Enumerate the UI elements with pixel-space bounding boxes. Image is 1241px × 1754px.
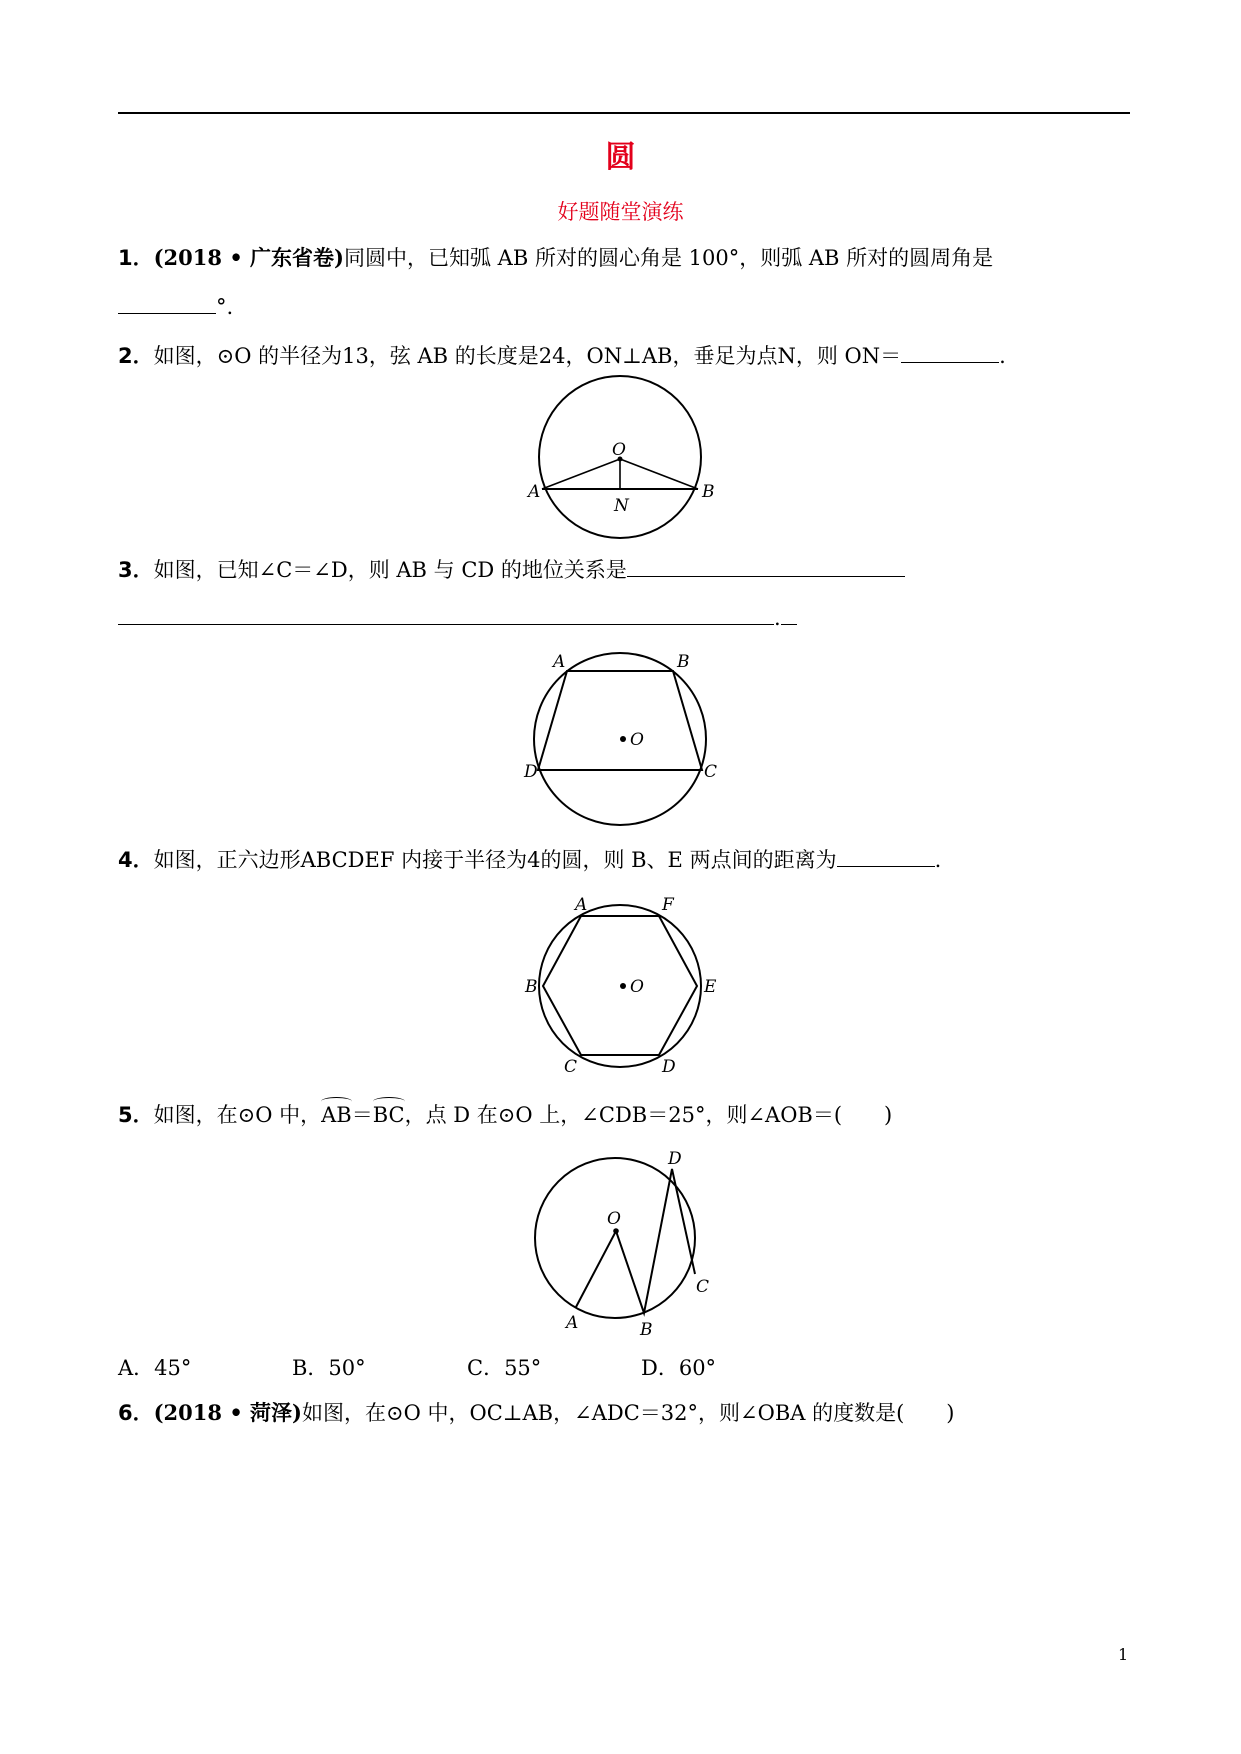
answer-blank	[901, 342, 999, 363]
label-o: O	[612, 440, 626, 460]
label-d: D	[662, 1057, 676, 1077]
center-point	[620, 736, 626, 742]
question-source: (2018 • 广东省卷)	[153, 245, 344, 270]
label-n: N	[614, 496, 629, 516]
question-text-rest: ，点 D 在⊙O 上，∠CDB＝25°，则∠AOB＝( )	[404, 1103, 893, 1127]
question-number: 4．	[118, 848, 154, 872]
label-d: D	[668, 1149, 682, 1169]
question-text: 如图，在⊙O 中，	[153, 1103, 322, 1127]
section-subtitle: 好题随堂演练	[557, 200, 684, 224]
segment-ob	[620, 459, 698, 489]
center-point	[613, 1228, 619, 1234]
question-number: 2．	[118, 344, 154, 368]
figure-q4	[520, 890, 720, 1080]
quadrilateral-abcd	[538, 671, 702, 770]
answer-blank	[118, 293, 216, 314]
label-b: B	[640, 1320, 653, 1340]
center-point	[620, 983, 626, 989]
circle-outline	[535, 1158, 695, 1318]
label-o: O	[607, 1209, 621, 1229]
label-a: A	[575, 895, 588, 915]
page-title: 圆	[605, 140, 636, 175]
question-number: 1．	[118, 246, 154, 270]
option-d: D．60°	[641, 1356, 717, 1380]
label-c: C	[696, 1277, 710, 1297]
equals-sign: ＝	[351, 1103, 373, 1127]
question-tail: .	[934, 848, 942, 872]
figure-q2	[520, 375, 720, 535]
question-2	[118, 342, 1006, 370]
label-c: C	[564, 1057, 578, 1077]
figure-q5	[520, 1150, 720, 1340]
label-b: B	[677, 652, 690, 672]
answer-blank	[118, 604, 774, 625]
label-o: O	[630, 977, 644, 997]
option-b: B．50°	[292, 1356, 366, 1380]
label-a: A	[528, 482, 541, 502]
label-b: B	[525, 977, 538, 997]
label-b: B	[702, 482, 715, 502]
label-a: A	[553, 652, 566, 672]
question-5	[118, 1101, 892, 1129]
arc-bc-label: BC	[372, 1103, 405, 1127]
page-number: 1	[1118, 1645, 1129, 1664]
question-3-answer-line	[118, 604, 797, 632]
question-6	[118, 1399, 954, 1427]
answer-blank	[627, 556, 905, 577]
question-3	[118, 556, 905, 584]
question-tail: .	[774, 606, 781, 630]
label-c: C	[704, 762, 718, 782]
question-text: 如图，⊙O 的半径为13，弦 AB 的长度是24，ON⊥AB，垂足为点N，则 ON＝	[153, 344, 902, 368]
question-text: 如图，在⊙O 中，OC⊥AB，∠ADC＝32°，则∠OBA 的度数是( )	[302, 1401, 955, 1425]
question-text: 同圆中，已知弧 AB 所对的圆心角是 100°，则弧 AB 所对的圆周角是	[344, 246, 994, 270]
question-number: 3．	[118, 558, 154, 582]
option-a: A．45°	[118, 1356, 192, 1380]
question-tail: .	[999, 344, 1006, 368]
question-source: (2018 • 菏泽)	[153, 1400, 302, 1425]
label-d: D	[524, 762, 538, 782]
question-1-answer-line	[118, 293, 233, 321]
arc-ab-label: AB	[321, 1103, 352, 1127]
question-text: 如图，已知∠C＝∠D，则 AB 与 CD 的地位关系是	[153, 558, 627, 582]
hexagon-abcdef	[543, 916, 697, 1055]
option-c: C．55°	[467, 1356, 542, 1380]
label-o: O	[630, 730, 644, 750]
label-a: A	[566, 1313, 579, 1333]
figure-segments	[576, 1169, 695, 1313]
figure-q3	[520, 645, 720, 825]
question-tail: °.	[216, 295, 234, 319]
question-1	[118, 244, 993, 272]
question-text: 如图，正六边形ABCDEF 内接于半径为4的圆，则 B、E 两点间的距离为	[153, 848, 837, 872]
header-rule	[118, 112, 1130, 114]
question-4	[118, 846, 941, 874]
question-number: 5．	[118, 1103, 154, 1127]
answer-blank-end	[781, 604, 797, 625]
label-f: F	[662, 895, 674, 915]
label-e: E	[704, 977, 717, 997]
segment-oa	[542, 459, 620, 489]
question-number: 6．	[118, 1401, 154, 1425]
answer-blank	[837, 846, 935, 867]
